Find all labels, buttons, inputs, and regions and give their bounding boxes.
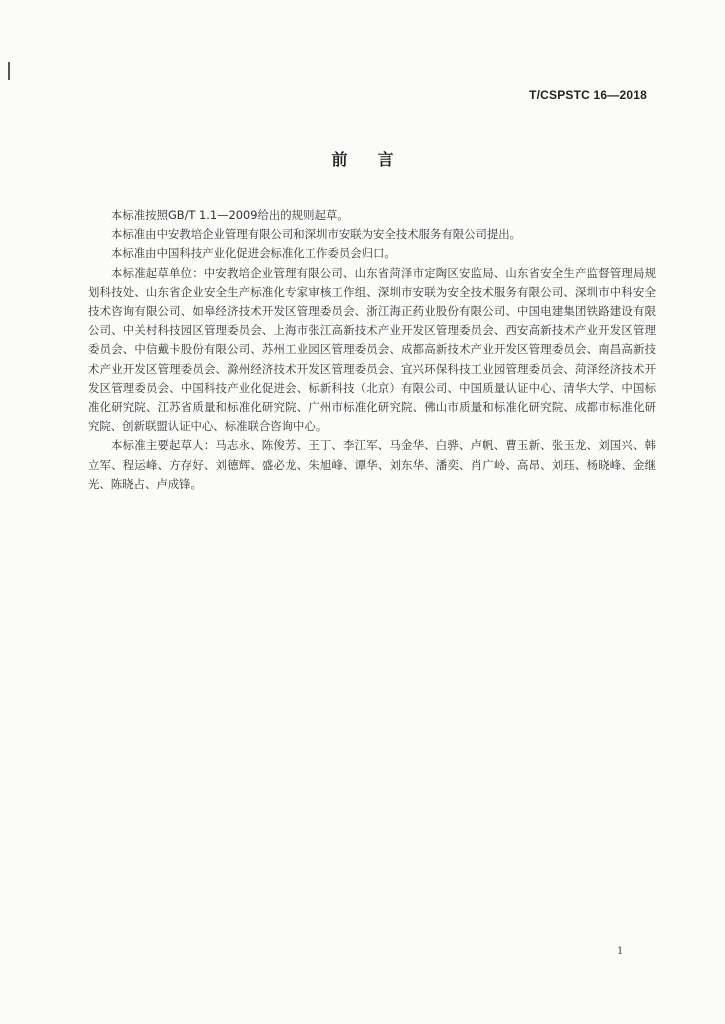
drafting-units-paragraph: 本标准起草单位：中安教培企业管理有限公司、山东省菏泽市定陶区安监局、山东省安全生产监督管理局规划科技处、山东省企业安全生产标准化专家审核工作组、深圳市安联为安全技术服务有限公司、深圳市中科安全技术咨询有限公司、如皋经济技术开发区管理委员会、浙江海正药业股份有限公司、中国电建集团铁路建设有限公司、中关村科技园区管理委员会、上海市张江高新技术产业开发区管理委员会、西安高新技术产业开发区管理委员会、中信戴卡股份有限公司、苏州工业园区管理委员会、成都高新技术产业开发区管理委员会、南昌高新技术产业开发区管理委员会、滁州经济技术开发区管理委员会、宜兴环保科技工业园管理委员会、菏泽经济技术开发区管理委员会、中国科技产业化促进会、标新科技（北京）有限公司、中国质量认证中心、清华大学、中国标准化研究院、江苏省质量和标准化研究院、广州市标准化研究院、佛山市质量和标准化研究院、成都市标准化研究院、创新联盟认证中心、标准联合咨询中心。 xyxy=(88,265,656,434)
foreword-body xyxy=(88,206,656,494)
centralized-unit-paragraph: 本标准由中国科技产业化促进会标准化工作委员会归口。 xyxy=(111,246,396,261)
scan-margin-mark xyxy=(8,62,10,80)
page-number: 1 xyxy=(617,946,624,957)
drafting-rules-paragraph: 本标准按照GB/T 1.1—2009给出的规则起草。 xyxy=(111,208,349,222)
proposer-paragraph: 本标准由中安教培企业管理有限公司和深圳市安联为安全技术服务有限公司提出。 xyxy=(111,227,522,242)
document-code: T/CSPSTC 16—2018 xyxy=(529,88,647,102)
page-title: 前言 xyxy=(331,150,424,169)
drafters-paragraph: 本标准主要起草人：马志永、陈俊芳、王丁、李江军、马金华、白骅、卢帆、曹玉新、张玉龙、刘国兴、韩立军、程运峰、方存好、刘德辉、盛必龙、朱旭峰、谭华、刘东华、潘奕、肖广岭、高昂、刘珏、杨晓峰、金继光、陈晓占、卢成锋。 xyxy=(88,438,656,491)
